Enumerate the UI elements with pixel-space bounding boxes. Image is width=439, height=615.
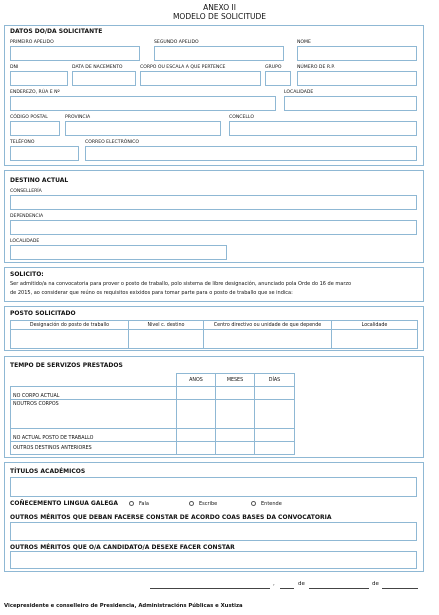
service-row-label: OUTROS DESTINOS ANTERIORES: [11, 442, 177, 455]
locality-label: LOCALIDADE: [284, 90, 314, 95]
applicant-section-title: DATOS DO/DA SOLICITANTE: [10, 28, 103, 35]
annex-label: ANEXO II: [203, 3, 236, 12]
service-cell[interactable]: [255, 387, 295, 400]
request-section: [4, 267, 424, 302]
language-title: COÑECEMENTO LINGUA GALEGA: [10, 500, 118, 507]
service-row-label: NO CORPO ACTUAL: [11, 387, 177, 400]
ministry-field[interactable]: [10, 195, 417, 210]
position-col-level: Nivel c. destino: [129, 321, 204, 330]
group-field[interactable]: [265, 71, 291, 86]
service-col-months: MESES: [216, 374, 255, 387]
service-row-label: NO ACTUAL POSTO DE TRABALLO: [11, 429, 177, 442]
service-cell[interactable]: [216, 387, 255, 400]
other-merits-1-title: OUTROS MÉRITOS QUE DEBAN FACERSE CONSTAR DE ACORDO COAS BASES DA CONVOCATORIA: [10, 514, 332, 521]
service-cell[interactable]: [255, 442, 295, 455]
academic-title: TÍTULOS ACADÉMICOS: [10, 468, 86, 475]
position-col-designation: Designación do posto de traballo: [11, 321, 129, 330]
destination-locality-label: LOCALIDADE: [10, 239, 40, 244]
province-label: PROVINCIA: [65, 115, 91, 120]
second-surname-label: SEGUNDO APELIDO: [154, 40, 199, 45]
locality-field[interactable]: [284, 96, 417, 111]
service-row-label: NOUTROS CORPOS: [11, 400, 177, 429]
position-table: [10, 320, 418, 349]
service-cell[interactable]: [255, 429, 295, 442]
address-field[interactable]: [10, 96, 276, 111]
phone-label: TELÉFONO: [10, 140, 35, 145]
name-field[interactable]: [297, 46, 417, 61]
address-label: ENDEREZO, RÚA E Nº: [10, 90, 60, 95]
postal-code-field[interactable]: [10, 121, 60, 136]
position-level-cell[interactable]: [129, 330, 204, 349]
service-col-years: ANOS: [177, 374, 216, 387]
phone-field[interactable]: [10, 146, 79, 161]
date-de-2: de: [372, 581, 379, 587]
writes-radio[interactable]: [189, 501, 194, 506]
destination-section-title: DESTINO ACTUAL: [10, 177, 69, 184]
speaks-label: Fala: [139, 501, 149, 507]
council-field[interactable]: [229, 121, 417, 136]
position-col-locality: Localidade: [332, 321, 418, 330]
year-line[interactable]: [382, 588, 418, 589]
service-cell[interactable]: [216, 400, 255, 429]
request-text-line-1: Ser admitido/a na convocatoria para prover o posto de traballo, polo sistema de libre designación, anunciado pola Orde do 16 de marzo: [10, 281, 352, 287]
service-cell[interactable]: [177, 400, 216, 429]
place-line[interactable]: [150, 588, 270, 589]
body-scale-label: CORPO OU ESCALA A QUE PERTENCE: [140, 65, 226, 70]
day-line[interactable]: [280, 588, 294, 589]
position-locality-cell[interactable]: [332, 330, 418, 349]
body-scale-field[interactable]: [140, 71, 261, 86]
other-merits-1-field[interactable]: [10, 522, 417, 541]
other-merits-2-field[interactable]: [10, 551, 417, 569]
province-field[interactable]: [65, 121, 221, 136]
position-designation-cell[interactable]: [11, 330, 129, 349]
position-section-title: POSTO SOLICITADO: [10, 310, 76, 317]
dependency-label: DEPENDENCIA: [10, 214, 44, 219]
name-label: NOME: [297, 40, 311, 45]
first-surname-label: PRIMEIRO APELIDO: [10, 40, 54, 45]
form-title: MODELO DE SOLICITUDE: [172, 12, 267, 21]
service-cell[interactable]: [177, 429, 216, 442]
dni-field[interactable]: [10, 71, 68, 86]
dni-label: DNI: [10, 65, 19, 70]
service-time-table: [10, 373, 295, 455]
position-section: [4, 306, 424, 351]
birth-date-field[interactable]: [72, 71, 136, 86]
understands-label: Entende: [261, 501, 282, 507]
email-field[interactable]: [85, 146, 417, 161]
service-cell[interactable]: [216, 442, 255, 455]
rp-number-label: NÚMERO DE R.P.: [297, 65, 335, 70]
service-col-days: DÍAS: [255, 374, 295, 387]
month-line[interactable]: [309, 588, 369, 589]
request-section-title: SOLICITO:: [10, 271, 44, 278]
position-center-cell[interactable]: [204, 330, 332, 349]
rp-number-field[interactable]: [297, 71, 417, 86]
service-time-section-title: TEMPO DE SERVIZOS PRESTADOS: [10, 362, 123, 369]
other-merits-2-title: OUTROS MÉRITOS QUE O/A CANDIDATO/A DESEXE FACER CONSTAR: [10, 544, 235, 551]
speaks-radio[interactable]: [129, 501, 134, 506]
council-label: CONCELLO: [229, 115, 254, 120]
service-cell[interactable]: [216, 429, 255, 442]
service-cell[interactable]: [177, 442, 216, 455]
destination-section: [4, 170, 424, 263]
writes-label: Escribe: [199, 501, 218, 507]
birth-date-label: DATA DE NACEMENTO: [72, 65, 123, 70]
dependency-field[interactable]: [10, 220, 417, 235]
second-surname-field[interactable]: [154, 46, 284, 61]
applicant-section: [4, 25, 424, 166]
email-label: CORREO ELECTRÓNICO: [85, 140, 139, 145]
footer-addressee: Vicepresidente e conselleiro de Presidencia, Administracións Públicas e Xustiza: [4, 603, 243, 609]
request-text-line-2: de 2015, ao considerar que reúno os requisitos exixidos para tomar parte para o posto de traballo que se indica:: [10, 290, 293, 296]
first-surname-field[interactable]: [10, 46, 140, 61]
ministry-label: CONSELLERÍA: [10, 189, 42, 194]
destination-locality-field[interactable]: [10, 245, 227, 260]
position-col-center: Centro directivo ou unidade de que depende: [204, 321, 332, 330]
postal-code-label: CÓDIGO POSTAL: [10, 115, 48, 120]
merits-section: [4, 462, 424, 572]
date-de-1: de: [298, 581, 305, 587]
service-time-section: [4, 356, 424, 458]
date-comma: ,: [273, 581, 275, 587]
service-cell[interactable]: [177, 387, 216, 400]
understands-radio[interactable]: [251, 501, 256, 506]
service-cell[interactable]: [255, 400, 295, 429]
group-label: GRUPO: [265, 65, 282, 70]
academic-field[interactable]: [10, 477, 417, 497]
